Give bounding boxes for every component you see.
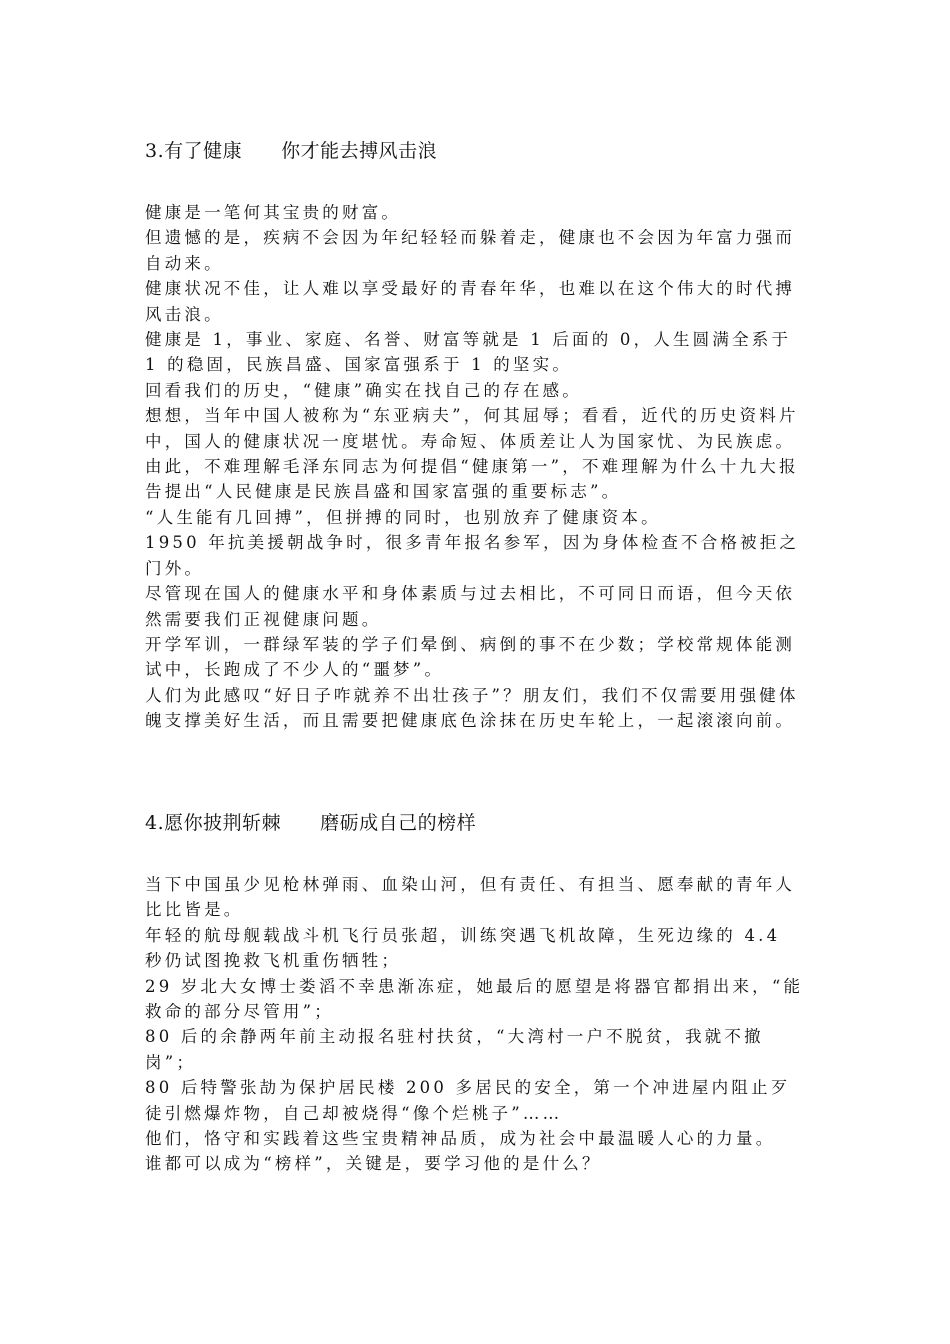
paragraph: 80 后特警张劼为保护居民楼 200 多居民的安全，第一个冲进屋内阻止歹徒引燃爆炸物，自己却被烧得“像个烂桃子”…… xyxy=(145,1078,791,1123)
paragraph: 健康是 1，事业、家庭、名誉、财富等就是 1 后面的 0，人生圆满全系于 1 的稳固，民族昌盛、国家富强系于 1 的坚实。 xyxy=(145,330,792,375)
section-4-body xyxy=(145,872,805,1177)
paragraph: 健康是一笔何其宝贵的财富。 xyxy=(145,203,402,222)
paragraph: 但遗憾的是，疾病不会因为年纪轻轻而躲着走，健康也不会因为年富力强而自动来。 xyxy=(145,228,796,273)
paragraph: 29 岁北大女博士娄滔不幸患渐冻症，她最后的愿望是将器官都捐出来，“能救命的部分尽管用”； xyxy=(145,976,804,1022)
section-3-title: 3.有了健康 你才能去搏风击浪 xyxy=(145,140,438,162)
section-4-title: 4.愿你披荆斩棘 磨砺成自己的榜样 xyxy=(145,812,477,834)
paragraph: 当下中国虽少见枪林弹雨、血染山河，但有责任、有担当、愿奉献的青年人比比皆是。 xyxy=(145,875,796,920)
paragraph: 回看我们的历史，“健康”确实在找自己的存在感。 xyxy=(145,380,582,400)
paragraph: 他们，恪守和实践着这些宝贵精神品质，成为社会中最温暖人心的力量。 xyxy=(145,1129,776,1149)
paragraph: 想想，当年中国人被称为“东亚病夫”，何其屈辱；看看，近代的历史资料片中，国人的健康状况一度堪忧。寿命短、体质差让人为国家忧、为民族虑。 xyxy=(145,406,799,451)
paragraph: 人们为此感叹“好日子咋就养不出壮孩子”？朋友们，我们不仅需要用强健体魄支撑美好生活，而且需要把健康底色涂抹在历史车轮上，一起滚滚向前。 xyxy=(145,685,799,731)
paragraph: 80 后的余静两年前主动报名驻村扶贫，“大湾村一户不脱贫，我就不撤岗”； xyxy=(145,1027,764,1072)
paragraph: 1950 年抗美援朝战争时，很多青年报名参军，因为身体检查不合格被拒之门外。 xyxy=(145,533,800,578)
paragraph: 开学军训，一群绿军装的学子们晕倒、病倒的事不在少数；学校常规体能测试中，长跑成了不少人的“噩梦”。 xyxy=(145,634,796,680)
paragraph: 由此，不难理解毛泽东同志为何提倡“健康第一”，不难理解为什么十九大报告提出“人民健康是民族昌盛和国家富强的重要标志”。 xyxy=(145,457,799,502)
paragraph: 年轻的航母舰载战斗机飞行员张超，训练突遇飞机故障，生死边缘的 4.4 秒仍试图挽救飞机重伤牺牲； xyxy=(145,925,781,971)
paragraph: 尽管现在国人的健康水平和身体素质与过去相比，不可同日而语，但今天依然需要我们正视健康问题。 xyxy=(145,584,796,629)
paragraph: 谁都可以成为“榜样”，关键是，要学习他的是什么？ xyxy=(145,1154,602,1174)
paragraph: 健康状况不佳，让人难以享受最好的青春年华，也难以在这个伟大的时代搏风击浪。 xyxy=(145,279,796,324)
section-3-body xyxy=(145,200,805,734)
paragraph: “人生能有几回搏”，但拼搏的同时，也别放弃了健康资本。 xyxy=(145,507,661,527)
